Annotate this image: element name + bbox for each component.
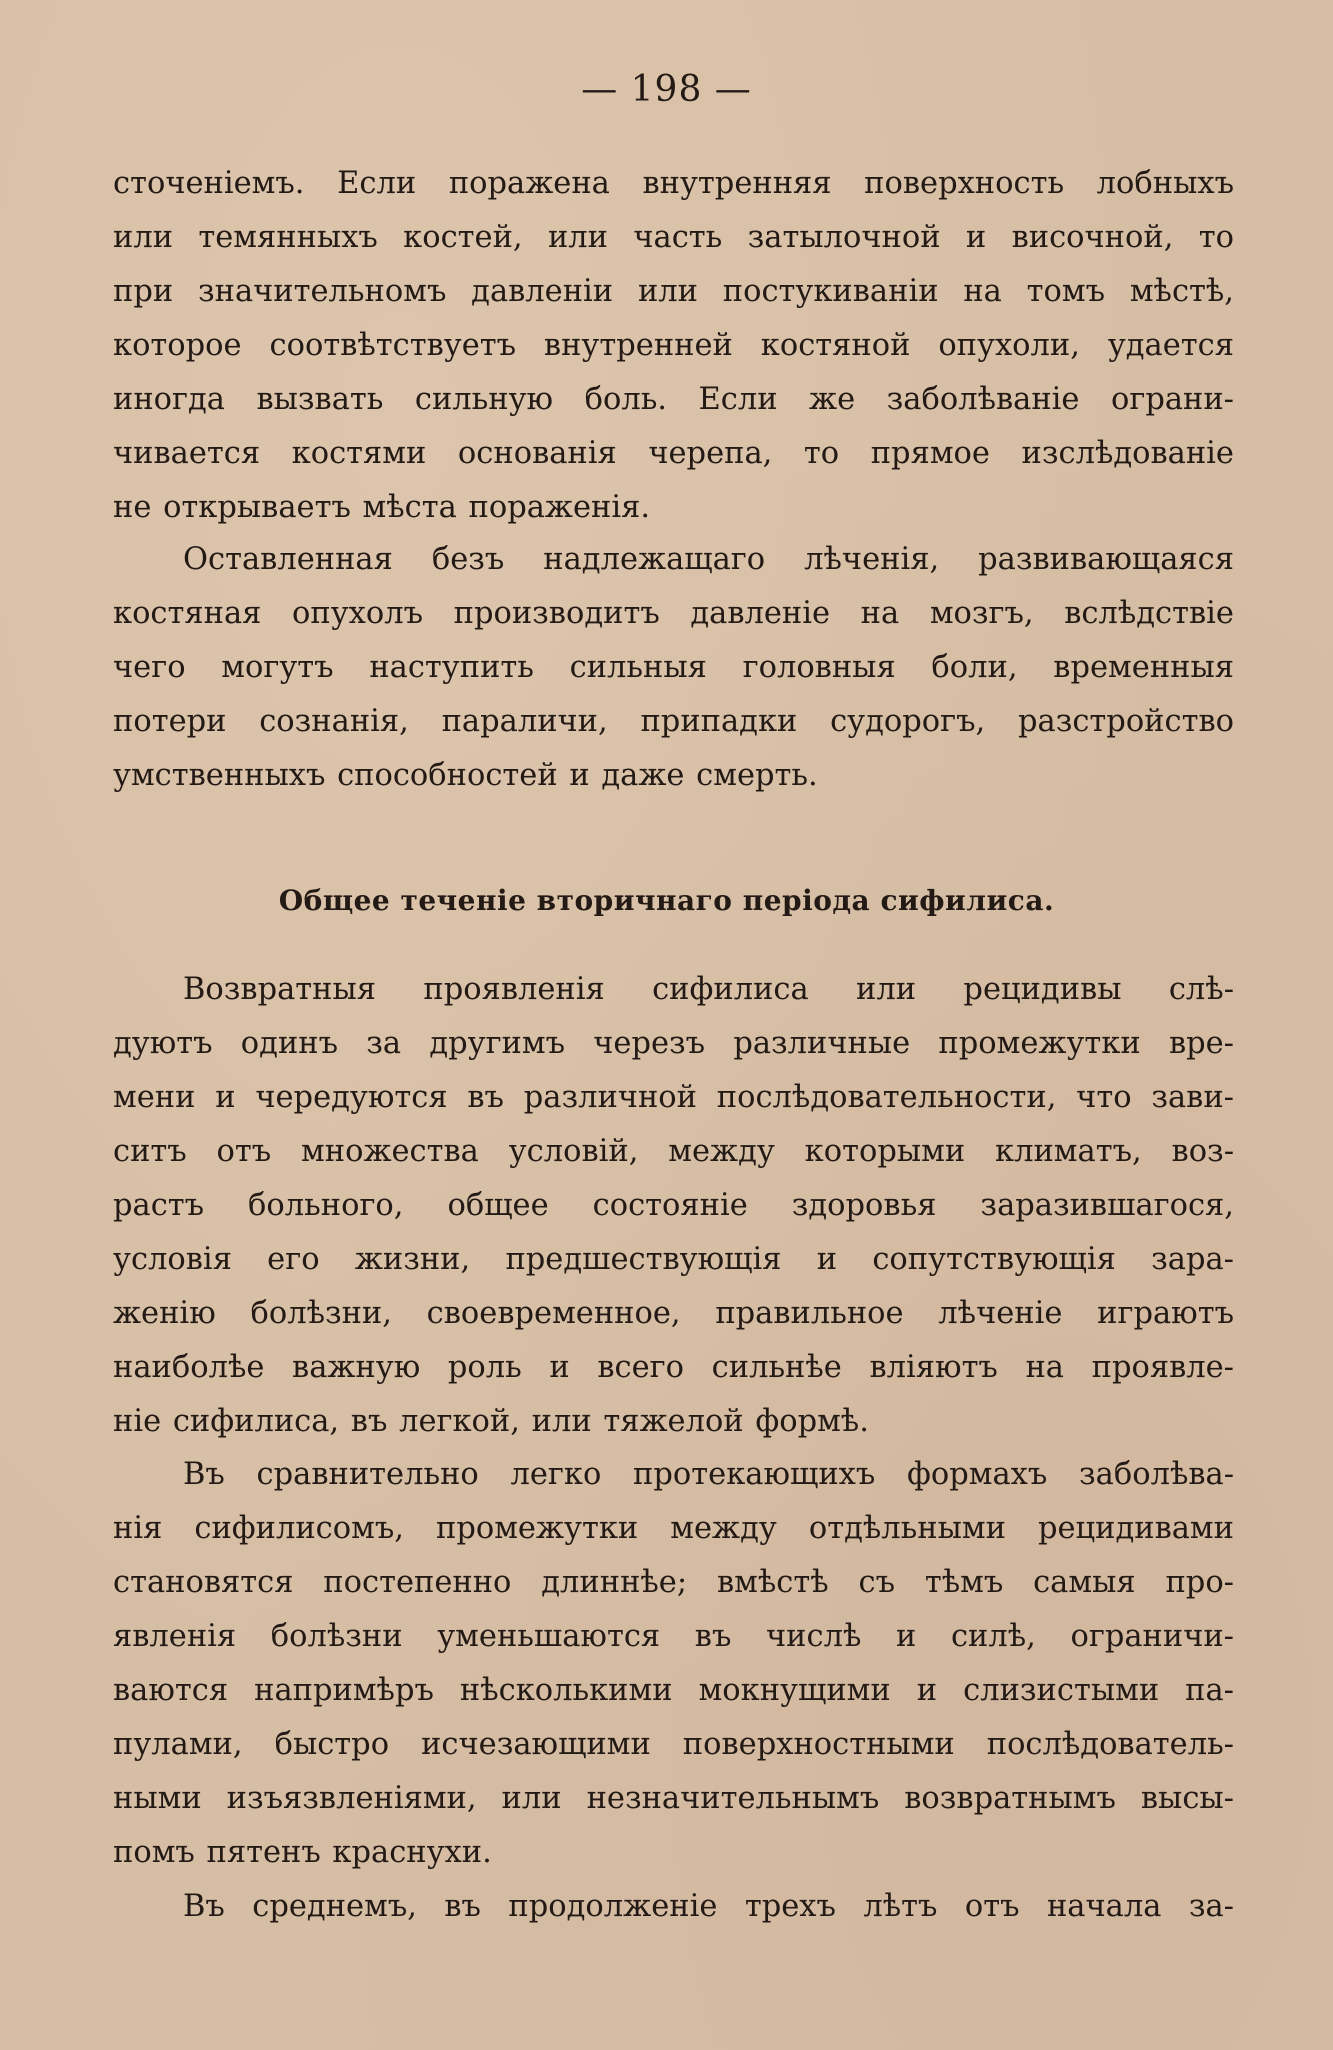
text-line: умственныхъ способностей и даже смерть. bbox=[113, 758, 818, 793]
text-line: Возвратныя проявленія сифилиса или рецидивы слѣ- bbox=[183, 972, 1234, 1007]
paragraph-average-course bbox=[113, 1880, 1234, 1934]
text-line: ситъ отъ множества условій, между которыми климатъ, воз- bbox=[113, 1134, 1234, 1169]
text-line: Въ сравнительно легко протекающихъ формахъ заболѣва- bbox=[183, 1457, 1234, 1492]
text-line: мени и чередуются въ различной послѣдовательности, что зави- bbox=[113, 1080, 1234, 1115]
text-line: пулами, быстро исчезающими поверхностными послѣдователь- bbox=[113, 1727, 1234, 1762]
text-line: чивается костями основанія черепа, то прямое изслѣдованіе bbox=[113, 436, 1234, 471]
text-line: костяная опухолъ производитъ давленіе на мозгъ, вслѣдствіе bbox=[113, 596, 1234, 631]
text-line: помъ пятенъ краснухи. bbox=[113, 1835, 492, 1870]
paragraph-mild-forms bbox=[113, 1448, 1234, 1880]
text-line: чего могутъ наступить сильныя головныя боли, временныя bbox=[113, 650, 1234, 685]
text-line: становятся постепенно длиннѣе; вмѣстѣ съ тѣмъ самыя про- bbox=[113, 1565, 1234, 1600]
text-line: сточеніемъ. Если поражена внутренняя поверхность лобныхъ bbox=[113, 166, 1234, 201]
text-line: наиболѣе важную роль и всего сильнѣе вліяютъ на проявле- bbox=[113, 1350, 1234, 1385]
text-line: или темянныхъ костей, или часть затылочной и височной, то bbox=[113, 220, 1234, 255]
text-line: потери сознанія, параличи, припадки судорогъ, разстройство bbox=[113, 704, 1234, 739]
paragraph-recurrent-manifestations bbox=[113, 963, 1234, 1449]
text-line: иногда вызвать сильную боль. Если же заболѣваніе ограни- bbox=[113, 382, 1234, 417]
section-heading: Общее теченіе вторичнаго періода сифилиса. bbox=[278, 884, 1055, 917]
text-line: которое соотвѣтствуетъ внутренней костяной опухоли, удается bbox=[113, 328, 1234, 363]
text-line: ными изъязвленіями, или незначительнымъ возвратнымъ высы- bbox=[113, 1781, 1234, 1816]
text-line: условія его жизни, предшествующія и сопутствующія зара- bbox=[113, 1242, 1234, 1277]
text-line: дуютъ одинъ за другимъ черезъ различные промежутки вре- bbox=[113, 1026, 1234, 1061]
text-line: явленія болѣзни уменьшаются въ числѣ и силѣ, ограничи- bbox=[113, 1619, 1234, 1654]
text-line: Въ среднемъ, въ продолженіе трехъ лѣтъ отъ начала за- bbox=[183, 1889, 1234, 1924]
text-line: при значительномъ давленіи или постукиваніи на томъ мѣстѣ, bbox=[113, 274, 1234, 309]
page-number: — 198 — bbox=[581, 69, 752, 110]
paragraph-bone-tumor-diagnosis bbox=[113, 157, 1234, 535]
text-line: женію болѣзни, своевременное, правильное лѣченіе играютъ bbox=[113, 1296, 1234, 1331]
text-line: ніе сифилиса, въ легкой, или тяжелой формѣ. bbox=[113, 1404, 869, 1439]
paragraph-untreated-tumor bbox=[113, 533, 1234, 803]
text-line: нія сифилисомъ, промежутки между отдѣльными рецидивами bbox=[113, 1511, 1234, 1546]
text-line: не открываетъ мѣста пораженія. bbox=[113, 490, 651, 525]
text-line: растъ больного, общее состояніе здоровья заразившагося, bbox=[113, 1188, 1234, 1223]
text-line: ваются напримѣръ нѣсколькими мокнущими и слизистыми па- bbox=[113, 1673, 1234, 1708]
text-line: Оставленная безъ надлежащаго лѣченія, развивающаяся bbox=[183, 542, 1234, 577]
